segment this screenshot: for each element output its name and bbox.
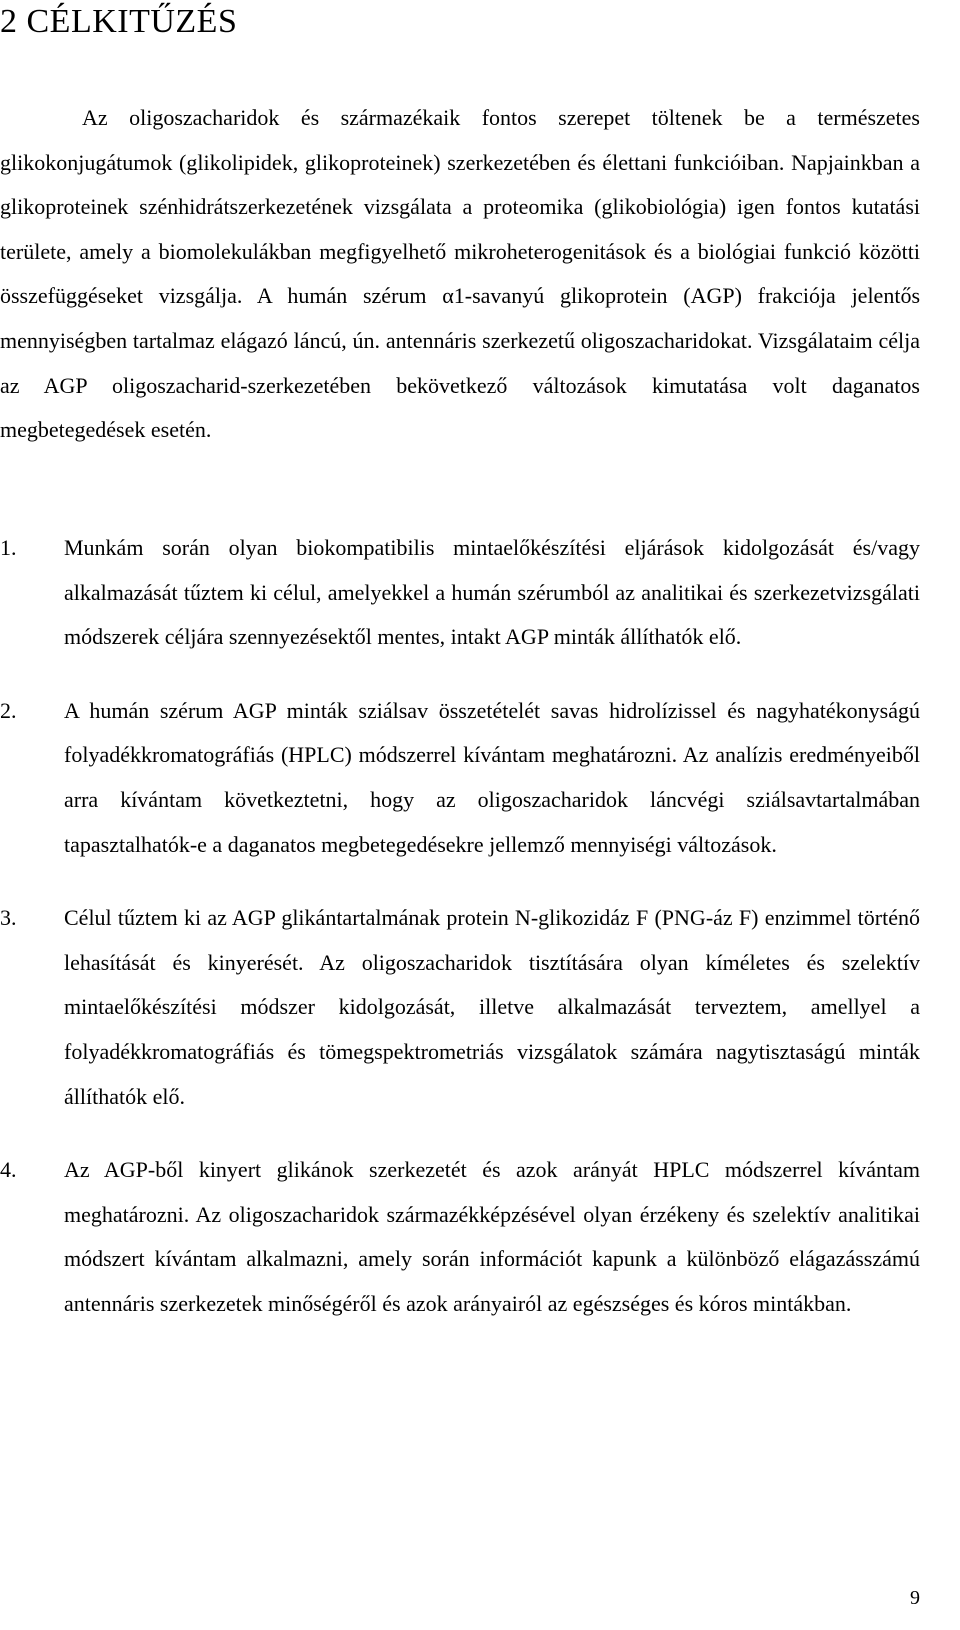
objective-text: A humán szérum AGP minták sziálsav összetételét savas hidrolízissel és nagyhatékonyságú folyadékkromatográfiás (HPLC) módszerrel kívántam meghatározni. Az analízis eredményeiből arra kívántam következtetni, hogy az oligoszacharidok láncvégi sziálsavtartalmában tapasztalhatók-e a daganatos megbetegedésekre jellemző mennyiségi változások. [64, 697, 920, 857]
objective-item [0, 689, 920, 867]
objective-number: 3. [0, 905, 17, 931]
objective-number: 2. [0, 697, 17, 723]
page-number: 9 [910, 1587, 920, 1609]
objective-text: Munkám során olyan biokompatibilis mintaelőkészítési eljárások kidolgozását és/vagy alkalmazását tűztem ki célul, amelyekkel a humán szérumból az analitikai és szerkezetvizsgálati módszerek céljára szennyezésektől mentes, intakt AGP minták állíthatók elő. [64, 535, 920, 650]
objective-text: Célul tűztem ki az AGP glikántartalmának protein N-glikozidáz F (PNG-áz F) enzimmel történő lehasítását és kinyerését. Az oligoszacharidok tisztítására olyan kíméletes és szelektív mintaelőkészítési módszer kidolgozását, illetve alkalmazását terveztem, amellyel a folyadékkromatográfiás és tömegspektrometriás vizsgálatok számára nagytisztaságú minták állíthatók elő. [64, 905, 920, 1109]
objective-item [0, 526, 920, 660]
section-heading: 2 CÉLKITŰZÉS [0, 3, 238, 40]
objectives-list [0, 526, 920, 1356]
objective-number: 4. [0, 1157, 17, 1183]
objective-text: Az AGP-ből kinyert glikánok szerkezetét és azok arányát HPLC módszerrel kívántam meghatározni. Az oligoszacharidok származékképzésével olyan érzékeny és szelektív analitikai módszert kívántam alkalmazni, amely során információt kapunk a különböző elágazásszámú antennáris szerkezetek minőségéről és azok arányairól az egészséges és kóros mintákban. [64, 1157, 920, 1316]
intro-paragraph: Az oligoszacharidok és származékaik fontos szerepet töltenek be a természetes glikokonjugátumok (glikolipidek, glikoproteinek) szerkezetében és élettani funkcióiban. Napjainkban a glikoproteinek szénhidrátszerkezetének vizsgálata a proteomika (glikobiológia) igen fontos kutatási területe, amely a biomolekulákban megfigyelhető mikroheterogenitások és a biológiai funkció közötti összefüggéseket vizsgálja. A humán szérum α1-savanyú glikoprotein (AGP) frakciója jelentős mennyiségben tartalmaz elágazó láncú, ún. antennáris szerkezetű oligoszacharidokat. Vizsgálataim célja az AGP oligoszacharid-szerkezetében bekövetkező változások kimutatása volt daganatos megbetegedések esetén. [0, 105, 920, 443]
objective-number: 1. [0, 535, 17, 560]
objective-item [0, 896, 920, 1119]
objective-item [0, 1148, 920, 1326]
